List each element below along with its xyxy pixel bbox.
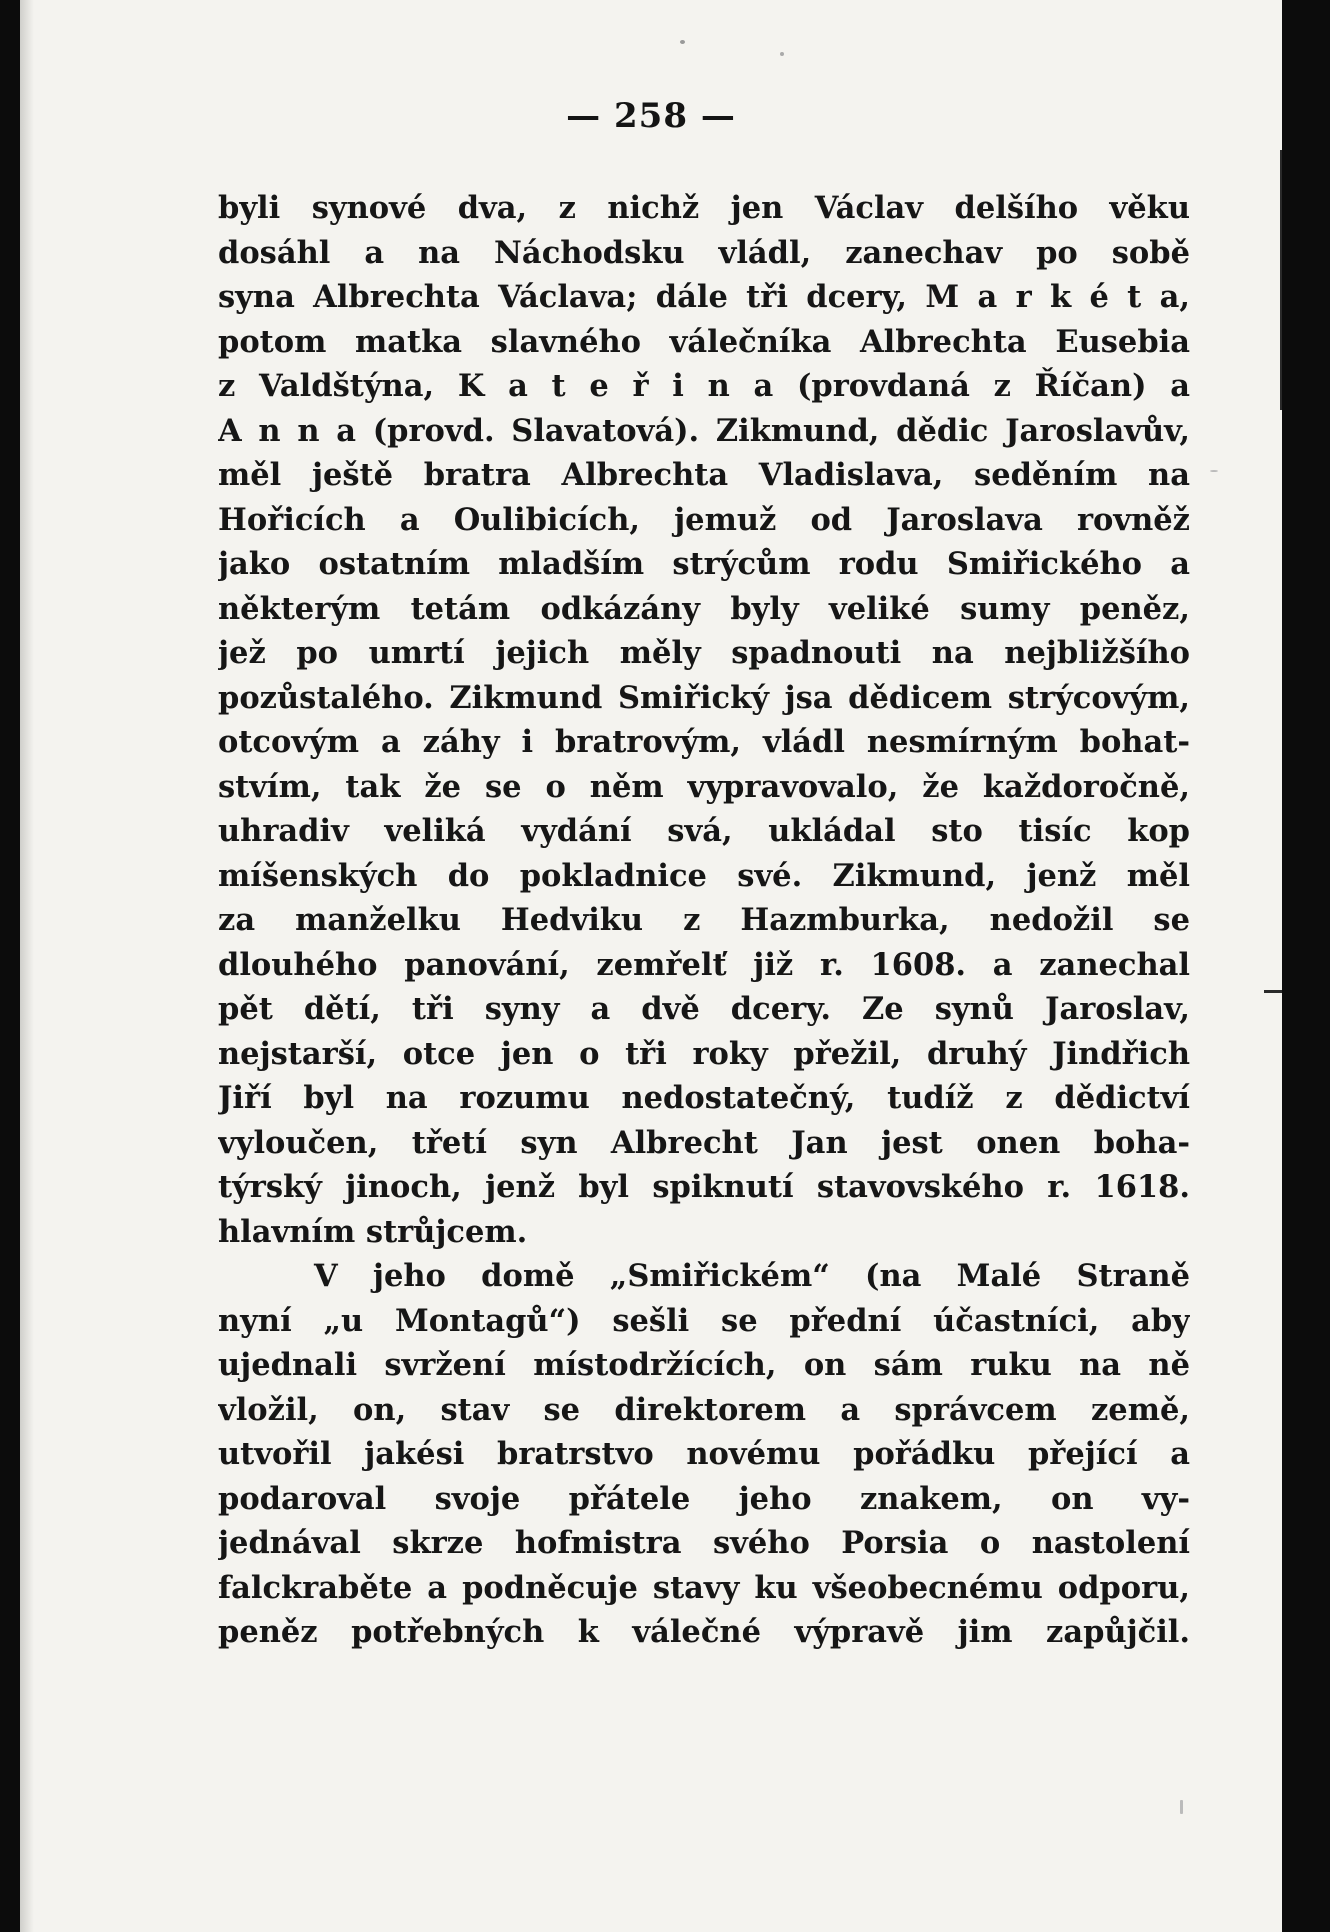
text-line: nyní „u Montagů“) sešli se přední účastníci, aby [218,1302,1190,1339]
text-line: vložil, on, stav se direktorem a správcem země, [218,1391,1190,1428]
scan-edge-shadow [20,0,34,1932]
text-line: byli synové dva, z nichž jen Václav delšího věku [218,190,1190,226]
text-line: pět dětí, tři syny a dvě dcery. Ze synů Jaroslav, [218,991,1190,1027]
text-line: z Valdštýna, K a t e ř i n a (provdaná z Říčan) a [218,368,1190,404]
text-line: utvořil jakési bratrstvo novému pořádku přející a [218,1436,1190,1472]
text-line: A n n a (provd. Slavatová). Zikmund, dědic Jaroslavův, [218,412,1190,449]
text-line: za manželku Hedviku z Hazmburka, nedožil se [218,902,1190,938]
text-line: hlavním strůjcem. [218,1213,528,1250]
text-line: Hořicích a Oulibicích, jemuž od Jaroslava rovněž [218,501,1190,538]
text-line: syna Albrechta Václava; dále tři dcery, M a r k é t a, [218,279,1190,315]
text-line: týrský jinoch, jenž byl spiknutí stavovského r. 1618. [218,1169,1190,1205]
binding-edge-line [1280,150,1282,410]
text-line: některým tetám odkázány byly veliké sumy peněz, [218,590,1190,627]
scan-speck [780,52,784,56]
binding-edge-line [1264,990,1282,993]
text-line: míšenských do pokladnice své. Zikmund, jenž měl [218,857,1190,894]
text-line: potom matka slavného válečníka Albrechta Eusebia [218,323,1190,360]
text-line: ujednali svržení místodržících, on sám ruku na ně [218,1347,1190,1383]
scan-speck [1210,470,1218,472]
scan-speck [680,40,685,44]
text-line: pozůstalého. Zikmund Smiřický jsa dědicem strýcovým, [218,679,1190,716]
text-line: nejstarší, otce jen o tři roky přežil, druhý Jindřich [218,1035,1190,1072]
text-line: dlouhého panování, zemřelť již r. 1608. a zanechal [218,946,1190,983]
body-text [218,186,1190,1655]
text-line: V jeho domě „Smiřickém“ (na Malé Straně [314,1258,1190,1294]
text-line: dosáhl a na Náchodsku vládl, zanechav po sobě [218,234,1190,271]
text-line: měl ještě bratra Albrechta Vladislava, seděním na [218,457,1190,493]
text-line: otcovým a záhy i bratrovým, vládl nesmírným bohat- [218,724,1190,760]
text-line: jako ostatním mladším strýcům rodu Smiřického a [218,546,1190,582]
text-line: uhradiv veliká vydání svá, ukládal sto tisíc kop [218,813,1190,849]
text-line: stvím, tak že se o něm vypravovalo, že každoročně, [218,768,1190,805]
text-line: Jiří byl na rozumu nedostatečný, tudíž z dědictví [218,1080,1190,1116]
text-line: jednával skrze hofmistra svého Porsia o nastolení [218,1525,1190,1561]
text-line: falckraběte a podněcuje stavy ku všeobecnému odporu, [218,1569,1190,1606]
text-line: peněz potřebných k válečné výpravě jim zapůjčil. [218,1614,1190,1650]
text-line: podaroval svoje přátele jeho znakem, on vy- [218,1480,1190,1517]
scan-speck [1180,1800,1183,1814]
book-page [20,0,1282,1932]
text-line: vyloučen, třetí syn Albrecht Jan jest onen boha- [218,1124,1190,1161]
page-number: — 258 — [566,96,736,136]
text-line: jež po umrtí jejich měly spadnouti na nejbližšího [218,635,1190,671]
